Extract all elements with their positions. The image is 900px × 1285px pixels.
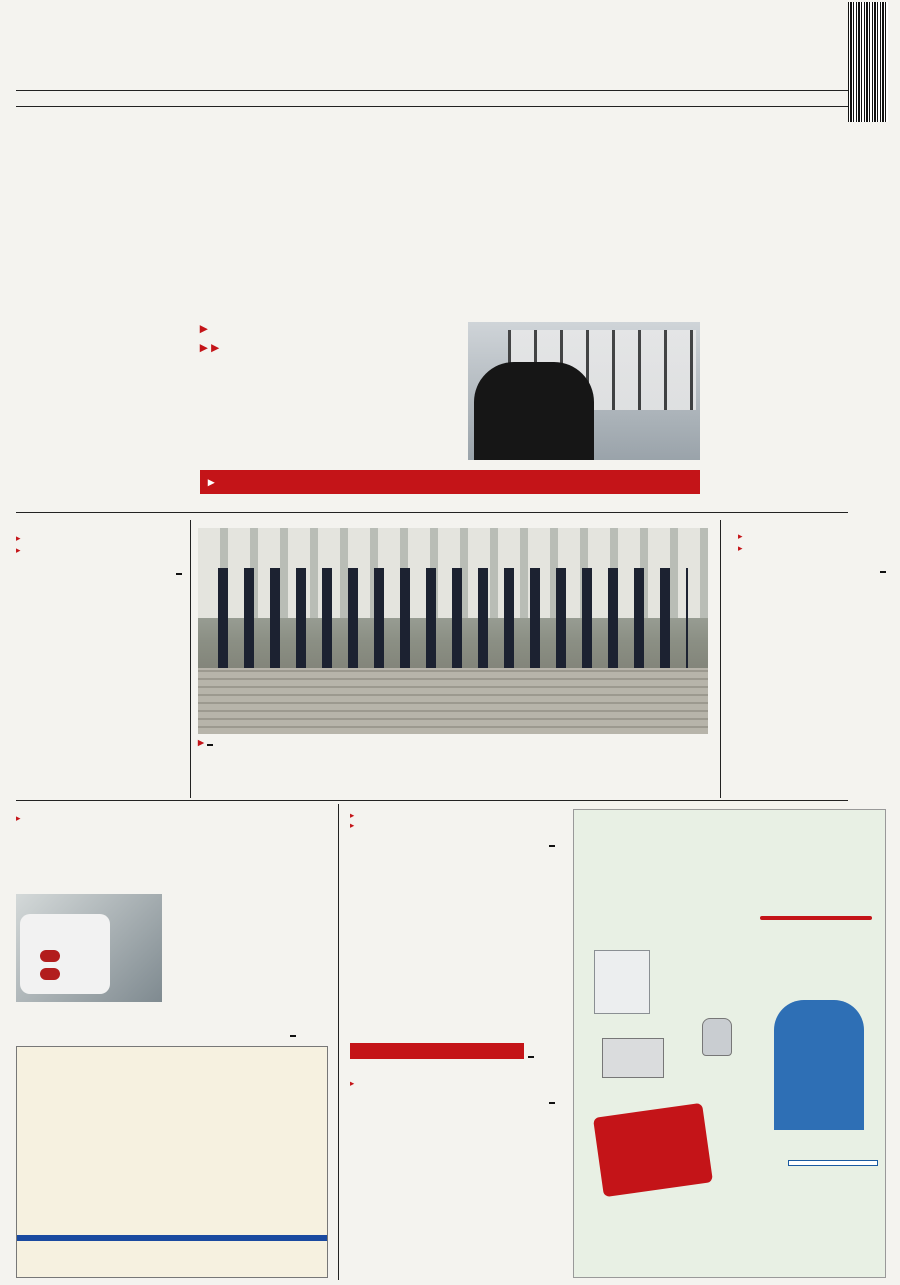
page-ref [207, 744, 213, 746]
lead-photo [468, 322, 700, 460]
work-story [350, 1074, 555, 1109]
fridge-icon [594, 950, 650, 1014]
bullet-marker-icon: ▸ [738, 543, 743, 553]
bullet-marker-icon: ▸ [350, 1078, 355, 1088]
bullet-marker-icon: ▸ [738, 531, 743, 541]
exypna-ad[interactable] [16, 1046, 328, 1278]
tax-debt-tag[interactable] [350, 1043, 524, 1059]
page-ref [880, 571, 886, 573]
kettle-icon [702, 1018, 732, 1056]
newspaper-logo[interactable] [200, 0, 670, 84]
oven-icon [602, 1038, 664, 1078]
column-divider [720, 520, 721, 798]
bullet-marker-icon: ▸ [198, 737, 204, 749]
masthead-date-block [688, 38, 838, 40]
scooter-story [16, 808, 332, 824]
bullet-marker-icon: ▸ [200, 321, 208, 337]
covid-story [350, 806, 555, 852]
lead-bullets [200, 320, 462, 357]
divider [16, 800, 848, 801]
bullet-marker-icon: ▸ [16, 545, 21, 555]
divider [16, 106, 848, 107]
page-ref [290, 1035, 296, 1037]
price-label [594, 1107, 703, 1122]
price-value [594, 1107, 703, 1122]
bullet-marker-icon: ▸ [16, 813, 21, 823]
partner-badge [788, 1160, 878, 1166]
column-divider [338, 804, 339, 1280]
ad-right-title [574, 810, 885, 818]
divider [16, 512, 848, 513]
page-ref [176, 573, 182, 575]
bullet-marker-icon: ▸ [211, 339, 219, 356]
center-bullets [198, 736, 708, 752]
kazanas-ad[interactable] [573, 809, 886, 1278]
left-story [16, 526, 182, 580]
bullet-marker-icon: ▸ [350, 820, 355, 830]
barcode-image [848, 2, 888, 122]
center-photo [198, 528, 708, 734]
bullet-marker-icon: ▸ [16, 533, 21, 543]
page-ref [549, 845, 555, 847]
page-ref [528, 1056, 534, 1058]
ad-right-bubble [760, 916, 872, 920]
price-box [593, 1103, 713, 1198]
page-ref [549, 1102, 555, 1104]
bullet-marker-icon: ▸ [350, 810, 355, 820]
bullet-marker-icon: ▸ [200, 339, 208, 356]
lead-red-bar[interactable]: ▸ [200, 470, 700, 494]
column-divider [190, 520, 191, 798]
right-story [738, 526, 886, 578]
ad-footer [17, 1235, 328, 1241]
divider [16, 90, 848, 91]
electric-car-photo [16, 894, 162, 1002]
student-figure [774, 1000, 864, 1130]
